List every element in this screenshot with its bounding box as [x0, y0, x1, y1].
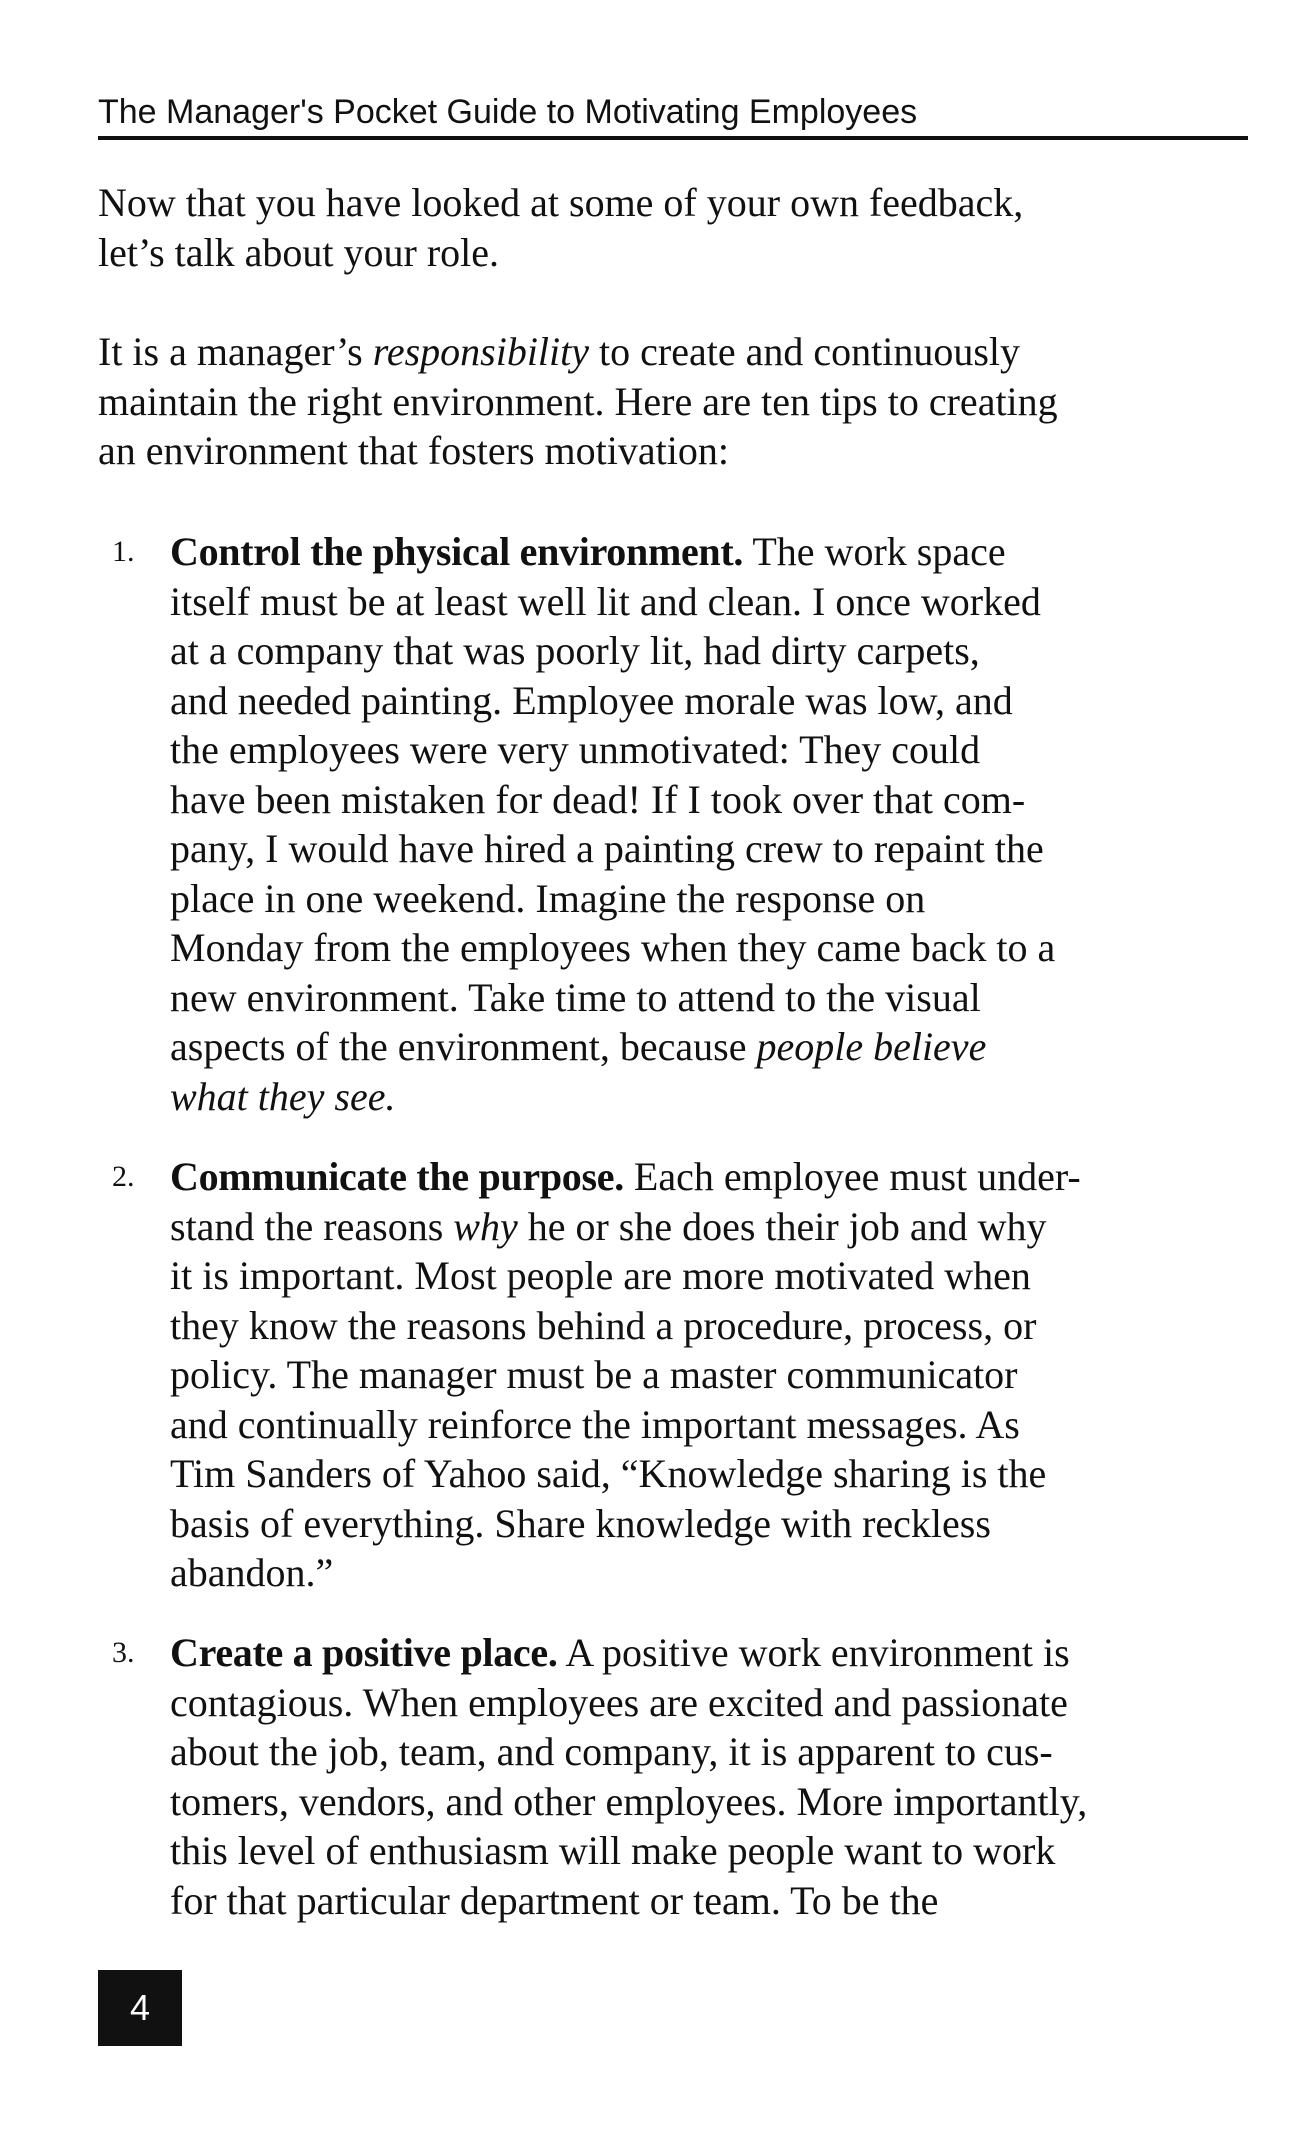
text-line: this level of enthusiasm will make people want to work	[170, 1828, 1056, 1873]
text-line	[170, 527, 1250, 577]
tip-number: 3.	[112, 1636, 135, 1669]
tip-body	[170, 1628, 1250, 1925]
text-line: they know the reasons behind a procedure, process, or	[170, 1302, 1037, 1348]
text-line: abandon.”	[170, 1550, 334, 1595]
text-line: basis of everything. Share knowledge with reckless	[170, 1500, 991, 1546]
emphasis-text: people believe	[756, 1024, 987, 1069]
text-run: It is a manager’s	[98, 329, 373, 374]
intro-paragraph-2	[98, 327, 1248, 476]
text-run: to create and continuously	[589, 329, 1021, 374]
tip-body	[170, 1152, 1250, 1598]
text-run: The work space	[743, 529, 1006, 574]
tip-number: 2.	[112, 1160, 135, 1193]
text-line: the employees were very unmotivated: They could	[170, 727, 981, 772]
text-line: policy. The manager must be a master communicator	[170, 1352, 1018, 1397]
text-line: and needed painting. Employee morale was low, and	[170, 677, 1013, 723]
tip-title: Communicate the purpose.	[170, 1154, 624, 1199]
emphasis-text: what they see.	[170, 1073, 396, 1119]
text-run: A positive work environment is	[557, 1630, 1070, 1675]
tip-title: Create a positive place.	[170, 1630, 558, 1675]
tip-item-2	[98, 1152, 1248, 1598]
text-line: an environment that fosters motivation:	[98, 428, 729, 473]
emphasis-why: why	[453, 1203, 518, 1249]
page-number: 4	[98, 1970, 182, 2046]
text-line	[98, 327, 1248, 377]
text-line: itself must be at least well lit and clean. I once worked	[170, 578, 1041, 624]
text-line: tomers, vendors, and other employees. More importantly,	[170, 1778, 1088, 1824]
text-line: Now that you have looked at some of your own feedback,	[98, 180, 1024, 225]
text-line: Tim Sanders of Yahoo said, “Knowledge sharing is the	[170, 1451, 1047, 1496]
text-line: place in one weekend. Imagine the response on	[170, 875, 926, 921]
emphasis-responsibility: responsibility	[372, 329, 590, 374]
intro-paragraph-1	[98, 178, 1248, 277]
tip-item-3	[98, 1628, 1248, 1925]
text-line: have been mistaken for dead! If I took over that com-	[170, 776, 1026, 822]
text-line: and continually reinforce the important messages. As	[170, 1401, 1020, 1447]
text-line: maintain the right environment. Here are ten tips to creating	[98, 378, 1058, 424]
text-line: it is important. Most people are more motivated when	[170, 1253, 1031, 1298]
text-run: aspects of the environment, because	[170, 1024, 757, 1069]
text-run: stand the reasons	[170, 1203, 454, 1249]
text-line	[170, 1152, 1250, 1202]
text-line	[170, 1022, 1250, 1072]
text-line: pany, I would have hired a painting crew to repaint the	[170, 826, 1044, 871]
text-line: new environment. Take time to attend to the visual	[170, 974, 981, 1020]
text-line: for that particular department or team. To be the	[170, 1877, 939, 1923]
text-run: he or she does their job and why	[517, 1203, 1047, 1249]
text-line	[170, 1072, 1250, 1122]
running-header: The Manager's Pocket Guide to Motivating Employees	[98, 92, 1248, 140]
text-line: Monday from the employees when they came back to a	[170, 925, 1056, 970]
text-line: at a company that was poorly lit, had dirty carpets,	[170, 628, 980, 673]
text-line	[170, 1202, 1250, 1252]
tip-title: Control the physical environment.	[170, 529, 744, 574]
text-run: Each employee must under-	[623, 1154, 1081, 1199]
tip-item-1	[98, 527, 1248, 1121]
tip-body	[170, 527, 1250, 1121]
text-line: contagious. When employees are excited and passionate	[170, 1679, 1068, 1725]
text-line: about the job, team, and company, it is apparent to cus-	[170, 1729, 1053, 1774]
tip-number: 1.	[112, 535, 135, 568]
text-line: let’s talk about your role.	[98, 229, 500, 275]
text-line	[170, 1628, 1250, 1678]
